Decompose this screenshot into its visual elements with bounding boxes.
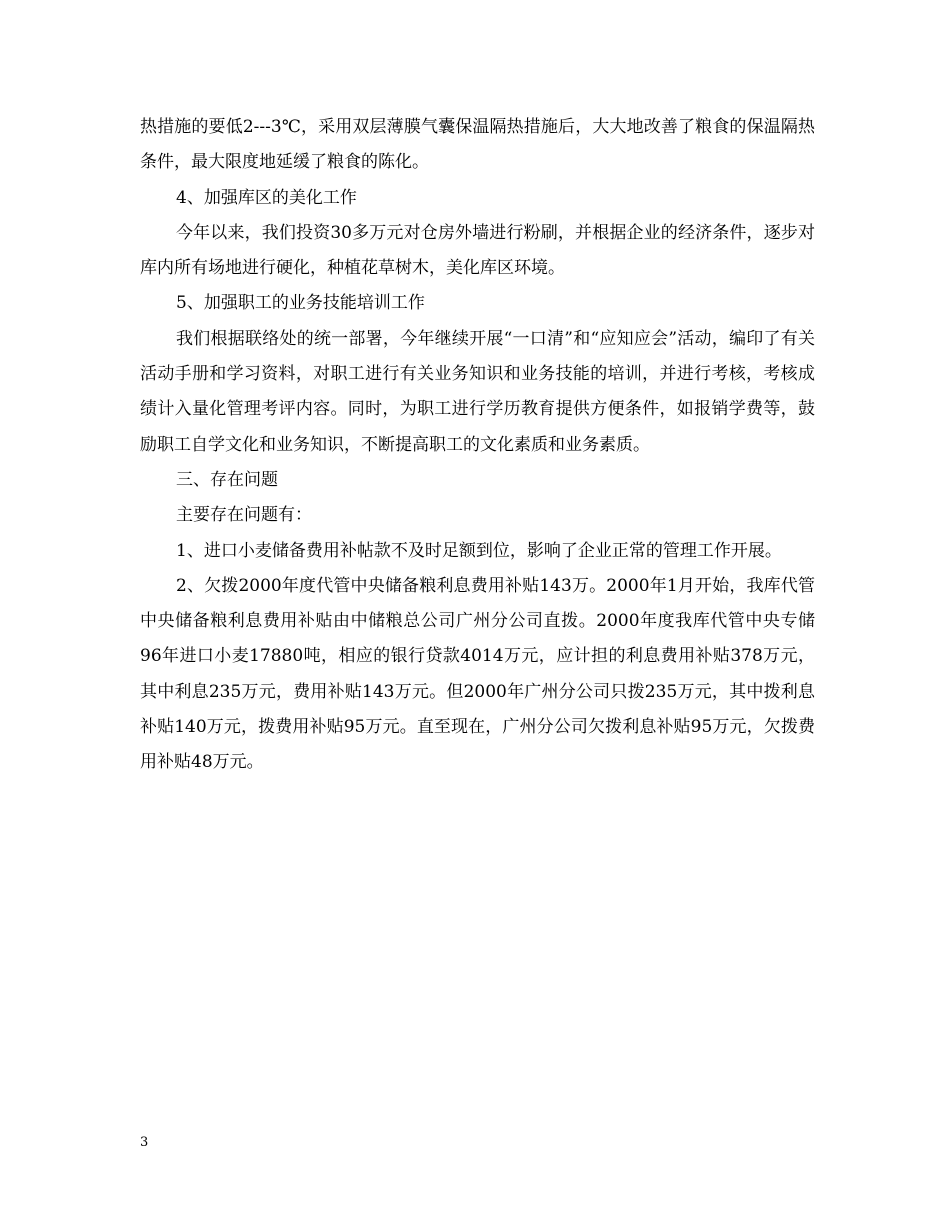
paragraph-staff-training: 我们根据联络处的统一部署，今年继续开展“一口清”和“应知应会”活动，编印了有关活动手册和学习资料，对职工进行有关业务知识和业务技能的培训，并进行考核，考核成绩计入量化管理考评内容。同时，为职工进行学历教育提供方便条件，如报销学费等，鼓励职工自学文化和业务知识，不断提高职工的文化素质和业务素质。 [140,328,815,455]
section-heading-problems: 三、存在问题 [176,469,278,490]
document-body [140,110,815,781]
paragraph-problems-intro: 主要存在问题有： [176,505,312,526]
paragraph-problem-1: 1、进口小麦储备费用补帖款不及时足额到位，影响了企业正常的管理工作开展。 [176,540,782,561]
paragraph-beautify: 今年以来，我们投资30多万元对仓房外墙进行粉刷，并根据企业的经济条件，逐步对库内所有场地进行硬化，种植花草树木，美化库区环境。 [140,222,815,279]
heading-staff-training: 5、加强职工的业务技能培训工作 [176,293,425,314]
page-number: 3 [140,1135,149,1150]
paragraph-continuation: 热措施的要低2---3℃，采用双层薄膜气囊保温隔热措施后，大大地改善了粮食的保温隔热条件，最大限度地延缓了粮食的陈化。 [140,117,815,173]
heading-beautify-area: 4、加强库区的美化工作 [176,187,357,208]
paragraph-problem-2: 2、欠拨2000年度代管中央储备粮利息费用补贴143万。2000年1月开始，我库代管中央储备粮利息费用补贴由中储粮总公司广州分公司直拨。2000年度我库代管中央专储96年进口小麦17880吨，相应的银行贷款4014万元，应计担的利息费用补贴378万元，其中利息235万元，费用补贴143万元。但2000年广州分公司只拨235万元，其中拨利息补贴140万元，拨费用补贴95万元。直至现在，广州分公司欠拨利息补贴95万元，欠拨费用补贴48万元。 [140,575,815,773]
